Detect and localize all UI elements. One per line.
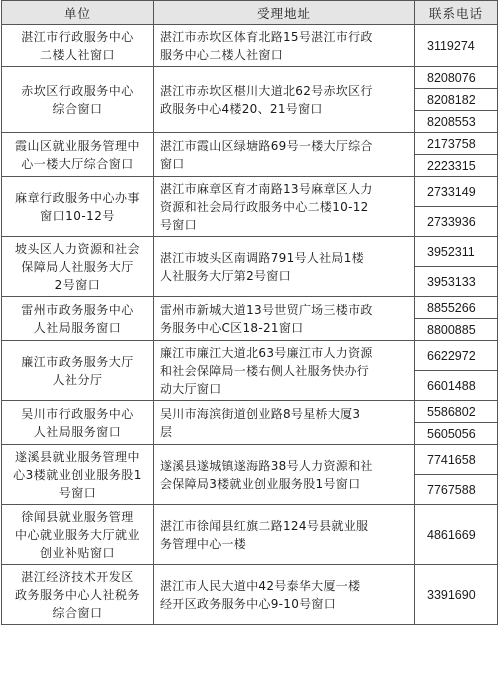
phone-cell: 2173758 [415, 133, 498, 155]
phone-cell: 2733936 [415, 207, 498, 237]
table-row [2, 505, 498, 565]
address-cell: 吴川市海滨街道创业路8号星桥大厦3 层 [154, 401, 415, 445]
phone-cell: 6622972 [415, 341, 498, 371]
phone-cell: 8855266 [415, 297, 498, 319]
address-cell: 廉江市廉江大道北63号廉江市人力资源 和社会保障局一楼右侧人社服务快办行 动大厅窗口 [154, 341, 415, 401]
phone-cell: 2223315 [415, 155, 498, 177]
unit-cell: 遂溪县就业服务管理中 心3楼就业创业服务股1 号窗口 [2, 445, 154, 505]
table-row [2, 177, 498, 207]
table-row [2, 133, 498, 155]
phone-cell: 6601488 [415, 371, 498, 401]
unit-cell: 湛江经济技术开发区 政务服务中心人社税务 综合窗口 [2, 565, 154, 625]
unit-cell: 廉江市政务服务大厅 人社分厅 [2, 341, 154, 401]
table-row [2, 237, 498, 267]
address-cell: 湛江市霞山区绿塘路69号一楼大厅综合 窗口 [154, 133, 415, 177]
header-address: 受理地址 [154, 1, 415, 25]
phone-cell: 5586802 [415, 401, 498, 423]
address-cell: 湛江市麻章区育才南路13号麻章区人力 资源和社会局行政服务中心二楼10-12 号窗口 [154, 177, 415, 237]
unit-cell: 吴川市行政服务中心 人社局服务窗口 [2, 401, 154, 445]
phone-cell: 5605056 [415, 423, 498, 445]
table-row [2, 341, 498, 371]
header-unit: 单位 [2, 1, 154, 25]
phone-cell: 8208182 [415, 89, 498, 111]
phone-cell: 3119274 [415, 25, 498, 67]
header-phone: 联系电话 [415, 1, 498, 25]
table-row [2, 25, 498, 67]
table-row [2, 445, 498, 475]
address-cell: 湛江市人民大道中42号泰华大厦一楼 经开区政务服务中心9-10号窗口 [154, 565, 415, 625]
phone-cell: 3953133 [415, 267, 498, 297]
phone-cell: 7741658 [415, 445, 498, 475]
phone-cell: 8208076 [415, 67, 498, 89]
address-cell: 遂溪县遂城镇遂海路38号人力资源和社 会保障局3楼就业创业服务股1号窗口 [154, 445, 415, 505]
phone-cell: 7767588 [415, 475, 498, 505]
table-row [2, 297, 498, 319]
phone-cell: 8208553 [415, 111, 498, 133]
table-row [2, 401, 498, 423]
phone-cell: 8800885 [415, 319, 498, 341]
phone-cell: 3952311 [415, 237, 498, 267]
unit-cell: 湛江市行政服务中心 二楼人社窗口 [2, 25, 154, 67]
unit-cell: 坡头区人力资源和社会 保障局人社服务大厅 2号窗口 [2, 237, 154, 297]
address-cell: 湛江市赤坎区体育北路15号湛江市行政 服务中心二楼人社窗口 [154, 25, 415, 67]
address-cell: 湛江市赤坎区椹川大道北62号赤坎区行 政服务中心4楼20、21号窗口 [154, 67, 415, 133]
phone-cell: 2733149 [415, 177, 498, 207]
table-row [2, 565, 498, 625]
table-body [2, 25, 498, 625]
table-header-row [2, 1, 498, 25]
address-cell: 湛江市徐闻县红旗二路124号县就业服 务管理中心一楼 [154, 505, 415, 565]
unit-cell: 霞山区就业服务管理中 心一楼大厅综合窗口 [2, 133, 154, 177]
unit-cell: 雷州市政务服务中心 人社局服务窗口 [2, 297, 154, 341]
unit-cell: 麻章行政服务中心办事 窗口10-12号 [2, 177, 154, 237]
phone-cell: 3391690 [415, 565, 498, 625]
address-cell: 湛江市坡头区南调路791号人社局1楼 人社服务大厅第2号窗口 [154, 237, 415, 297]
table-row [2, 67, 498, 89]
phone-cell: 4861669 [415, 505, 498, 565]
unit-cell: 赤坎区行政服务中心 综合窗口 [2, 67, 154, 133]
service-window-table [1, 0, 498, 625]
unit-cell: 徐闻县就业服务管理 中心就业服务大厅就业 创业补贴窗口 [2, 505, 154, 565]
address-cell: 雷州市新城大道13号世贸广场三楼市政 务服务中心C区18-21窗口 [154, 297, 415, 341]
